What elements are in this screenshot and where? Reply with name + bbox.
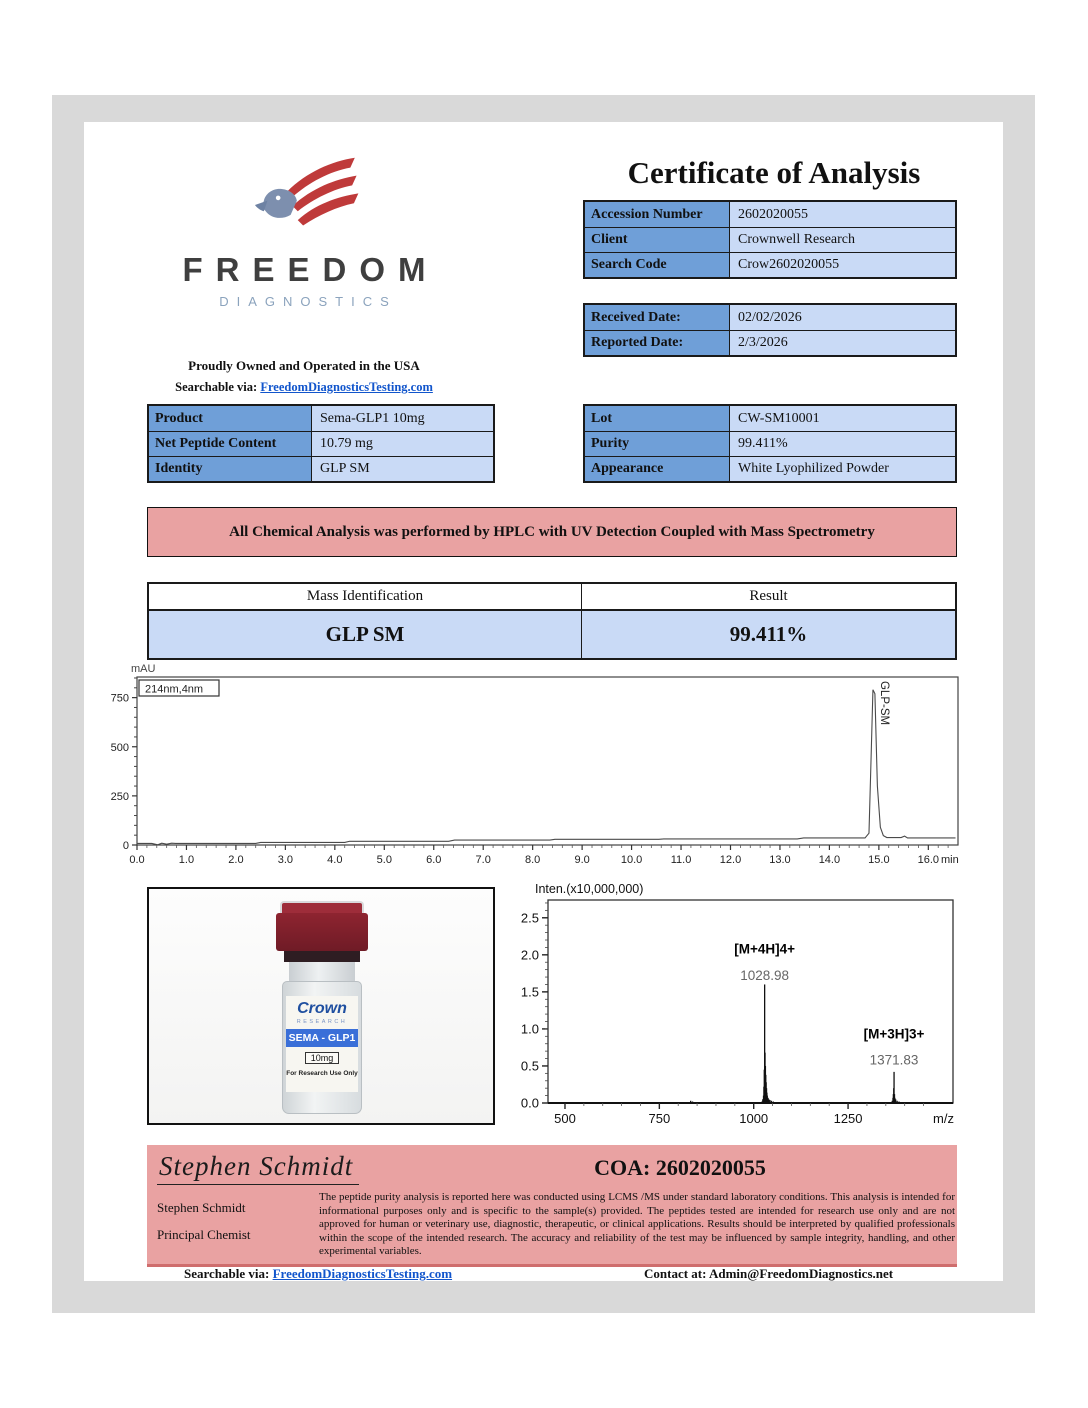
row-label: Search Code [585, 253, 730, 277]
row-value: Crow2602020055 [730, 253, 955, 277]
footer-searchable [184, 1266, 452, 1282]
row-value: 02/02/2026 [730, 305, 955, 330]
svg-text:15.0: 15.0 [868, 854, 890, 866]
vial-label [286, 996, 358, 1092]
chemist-name: Stephen Schmidt [157, 1200, 246, 1215]
svg-text:0: 0 [122, 840, 129, 852]
svg-text:2.0: 2.0 [520, 947, 539, 963]
search-link-top[interactable]: FreedomDiagnosticsTesting.com [260, 380, 433, 394]
vial-body [282, 981, 362, 1114]
table-row [149, 406, 493, 431]
table-row [149, 431, 493, 456]
svg-text:12.0: 12.0 [719, 854, 742, 866]
hplc-chromatogram [104, 662, 984, 887]
row-value: 2/3/2026 [730, 331, 955, 355]
row-value: Sema-GLP1 10mg [312, 406, 493, 431]
row-label: Product [149, 406, 312, 431]
row-value: CW-SM10001 [730, 406, 955, 431]
row-label: Identity [149, 457, 312, 481]
mass-table-header [149, 584, 955, 609]
mass-id-value: GLP SM [149, 611, 582, 658]
svg-text:[M+3H]3+: [M+3H]3+ [863, 1026, 925, 1042]
vial-dose: 10mg [305, 1052, 340, 1064]
vial-cap-seal [284, 951, 360, 962]
result-value: 99.411% [729, 622, 808, 646]
row-label: Reported Date: [585, 331, 730, 355]
svg-text:9.0: 9.0 [574, 854, 590, 866]
vial-cap [276, 913, 368, 951]
accession-table [583, 200, 957, 279]
svg-text:min: min [941, 854, 959, 866]
chemist-role: Principal Chemist [157, 1227, 251, 1242]
svg-text:11.0: 11.0 [670, 854, 692, 866]
table-row [585, 431, 955, 456]
svg-text:m/z: m/z [933, 1111, 954, 1126]
svg-text:5.0: 5.0 [376, 854, 392, 866]
svg-text:14.0: 14.0 [818, 854, 841, 866]
table-row [585, 406, 955, 431]
row-label: Net Peptide Content [149, 432, 312, 456]
svg-text:500: 500 [554, 1111, 576, 1126]
svg-text:214nm,4nm: 214nm,4nm [145, 683, 204, 696]
footer-contact: Contact at: Admin@FreedomDiagnostics.net [644, 1266, 894, 1281]
vial-note: For Research Use Only [286, 1070, 358, 1077]
row-value: White Lyophilized Powder [730, 457, 955, 481]
table-row [585, 202, 955, 227]
brand-name: FREEDOM [182, 251, 439, 288]
vial-brand-sub: RESEARCH [296, 1019, 348, 1025]
svg-text:750: 750 [648, 1111, 671, 1126]
certificate-sheet [84, 122, 1003, 1281]
product-table [147, 404, 495, 483]
coa-number: COA: 2602020055 [594, 1155, 766, 1180]
svg-text:16.0: 16.0 [917, 854, 940, 866]
table-row [585, 252, 955, 277]
svg-text:0.0: 0.0 [129, 854, 145, 866]
vial [276, 899, 368, 1117]
row-label: Appearance [585, 457, 730, 481]
svg-text:750: 750 [110, 692, 129, 705]
svg-text:[M+4H]4+: [M+4H]4+ [734, 941, 796, 957]
search-prefix: Searchable via: [175, 380, 258, 394]
dates-table [583, 303, 957, 357]
search-link-footer[interactable]: FreedomDiagnosticsTesting.com [272, 1266, 453, 1281]
row-value: 2602020055 [730, 202, 955, 227]
row-label: Accession Number [585, 202, 730, 227]
svg-text:2.0: 2.0 [228, 854, 244, 866]
svg-text:0.5: 0.5 [520, 1058, 539, 1074]
table-row [149, 456, 493, 481]
signature-block [147, 1145, 957, 1267]
brand-subname: DIAGNOSTICS [219, 294, 397, 309]
svg-text:mAU: mAU [131, 663, 156, 675]
svg-text:250: 250 [110, 790, 129, 803]
result-header: Result [749, 588, 788, 604]
svg-text:0.0: 0.0 [520, 1095, 539, 1111]
svg-text:Inten.(x10,000,000): Inten.(x10,000,000) [535, 882, 644, 896]
table-row [585, 456, 955, 481]
table-row [585, 227, 955, 252]
row-value: Crownwell Research [730, 228, 955, 252]
svg-text:8.0: 8.0 [525, 854, 541, 866]
svg-text:13.0: 13.0 [769, 854, 791, 866]
svg-text:1028.98: 1028.98 [740, 968, 790, 984]
svg-text:1.5: 1.5 [520, 984, 539, 1000]
page-title: Certificate of Analysis [627, 155, 921, 190]
svg-text:1000: 1000 [739, 1111, 769, 1126]
analysis-method-banner: All Chemical Analysis was performed by HPLC with UV Detection Coupled with Mass Spectrometry [147, 507, 957, 557]
mass-table-row [149, 609, 955, 658]
company-logo [124, 156, 484, 309]
svg-text:2.5: 2.5 [520, 910, 539, 926]
searchable-line-top [124, 380, 484, 395]
vial-neck [289, 962, 355, 982]
svg-text:4.0: 4.0 [327, 854, 343, 866]
row-label: Client [585, 228, 730, 252]
row-value: 10.79 mg [312, 432, 493, 456]
vial-brand: Crown [297, 1000, 347, 1017]
svg-text:GLP-SM: GLP-SM [877, 681, 890, 726]
row-label: Purity [585, 432, 730, 456]
svg-text:500: 500 [110, 741, 129, 754]
row-label: Received Date: [585, 305, 730, 330]
signature-script: Stephen Schmidt [157, 1151, 359, 1185]
svg-text:1250: 1250 [833, 1111, 863, 1126]
lot-table [583, 404, 957, 483]
svg-text:7.0: 7.0 [475, 854, 491, 866]
svg-text:10.0: 10.0 [620, 854, 643, 866]
row-label: Lot [585, 406, 730, 431]
svg-text:1.0: 1.0 [520, 1021, 539, 1037]
usa-tagline: Proudly Owned and Operated in the USA [188, 358, 420, 373]
mass-spectrum-chart [500, 880, 990, 1145]
table-row [585, 305, 955, 330]
vial-product-band: SEMA - GLP1 [286, 1029, 358, 1047]
svg-text:1.0: 1.0 [178, 854, 195, 866]
eagle-flag-icon [245, 156, 363, 238]
table-row [585, 330, 955, 355]
mass-identification-table [147, 582, 957, 660]
row-value: GLP SM [312, 457, 493, 481]
row-value: 99.411% [730, 432, 955, 456]
footer-search-prefix: Searchable via: [184, 1266, 270, 1281]
svg-text:3.0: 3.0 [277, 854, 294, 866]
product-vial-photo [147, 887, 495, 1125]
disclaimer-text: The peptide purity analysis is reported here was conducted using LCMS /MS under standard laboratory conditions. This analysis is intended for informational purposes only and is specific to the sample(s) provided. The peptides tested are intended for research use only and are not approved for human or veterinary use, diagnostic, therapeutic, or clinical applications. Results should be interpreted by qualified professionals within the scope of the intended research. The accuracy and reliability of the test may be influenced by sample integrity, handling, and other experimental variables. [319, 1191, 955, 1258]
svg-text:6.0: 6.0 [426, 854, 442, 866]
mass-id-header: Mass Identification [149, 584, 582, 609]
svg-text:1371.83: 1371.83 [869, 1052, 919, 1068]
